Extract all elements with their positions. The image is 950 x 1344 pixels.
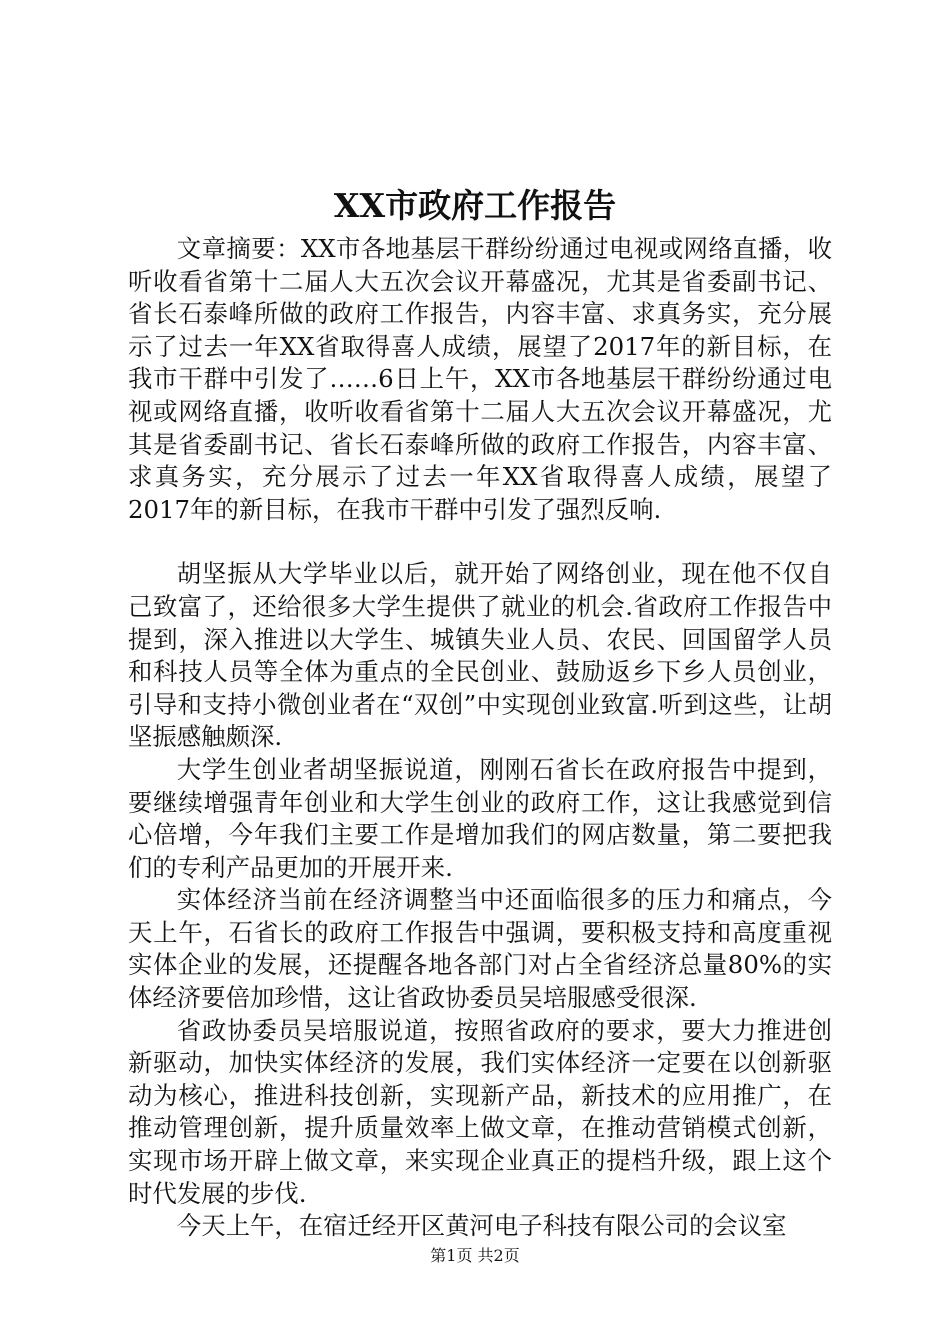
paragraph-spacer [128,526,832,558]
paragraph: 大学生创业者胡坚振说道，刚刚石省长在政府报告中提到，要继续增强青年创业和大学生创业的政府工作，这让我感觉到信心倍增，今年我们主要工作是增加我们的网店数量，第二要把我们的专利产品更加的开展开来. [128,754,832,882]
paragraph: 省政协委员吴培服说道，按照省政府的要求，要大力推进创新驱动，加快实体经济的发展，我们实体经济一定要在以创新驱动为核心，推进科技创新，实现新产品，新技术的应用推广，在推动管理创新，提升质量效率上做文章，在推动营销模式创新，实现市场开辟上做文章，来实现企业真正的提档升级，跟上这个时代发展的步伐. [128,1015,832,1208]
paragraph: 胡坚振从大学毕业以后，就开始了网络创业，现在他不仅自己致富了，还给很多大学生提供了就业的机会.省政府工作报告中提到，深入推进以大学生、城镇失业人员、农民、回国留学人员和科技人员等全体为重点的全民创业、鼓励返乡下乡人员创业，引导和支持小微创业者在“双创”中实现创业致富.听到这些，让胡坚振感触颇深. [128,559,832,752]
paragraph: 今天上午，在宿迁经开区黄河电子科技有限公司的会议室 [176,1211,787,1241]
paragraph: 实体经济当前在经济调整当中还面临很多的压力和痛点，今天上午，石省长的政府工作报告中强调，要积极支持和高度重视实体企业的发展，还提醒各地各部门对占全省经济总量80%的实体经济要倍加珍惜，这让省政协委员吴培服感受很深. [128,885,832,1013]
paragraph-abstract: 文章摘要：XX市各地基层干群纷纷通过电视或网络直播，收听收看省第十二届人大五次会议开幕盛况，尤其是省委副书记、省长石泰峰所做的政府工作报告，内容丰富、求真务实，充分展示了过去一年XX省取得喜人成绩，展望了2017年的新目标，在我市干群中引发了……6日上午，XX市各地基层干群纷纷通过电视或网络直播，收听收看省第十二届人大五次会议开幕盛况，尤其是省委副书记、省长石泰峰所做的政府工作报告，内容丰富、求真务实，充分展示了过去一年XX省取得喜人成绩，展望了2017年的新目标，在我市干群中引发了强烈反响. [128,234,832,524]
document-body [128,233,832,1243]
document-title: XX市政府工作报告 [333,186,617,225]
page-number-footer: 第1页 共2页 [430,1246,520,1265]
